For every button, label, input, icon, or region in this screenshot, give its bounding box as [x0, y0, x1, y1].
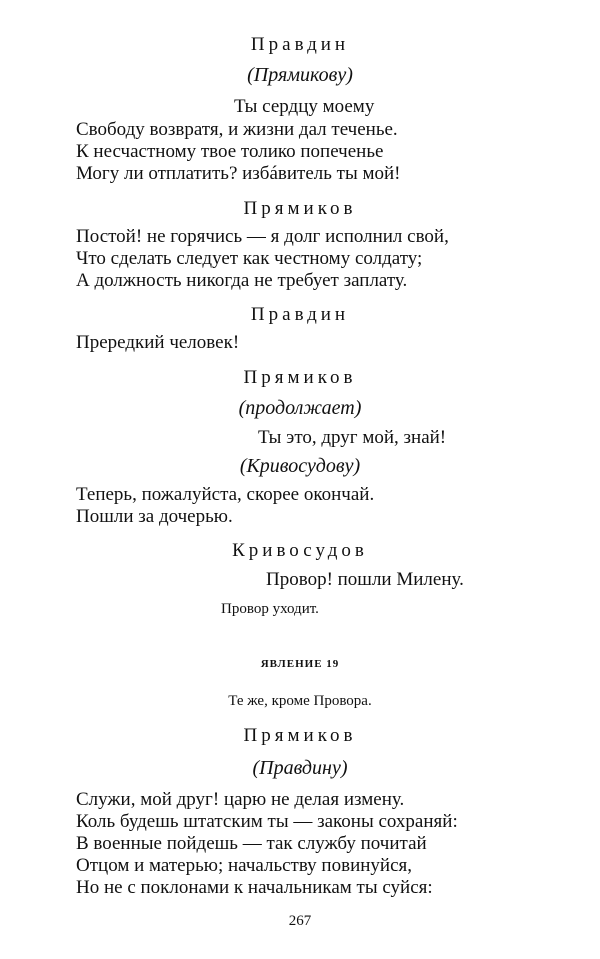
stage-direction: Провор уходит.	[221, 601, 319, 617]
verse-line: Ты сердцу моему	[234, 96, 375, 117]
verse-line: Отцом и матерью; начальству повинуйся,	[76, 855, 412, 876]
page-number: 267	[288, 913, 312, 929]
stage-direction: Те же, кроме Провора.	[228, 693, 372, 709]
speaker-name: Прямиков	[243, 198, 357, 219]
speaker-name: Правдин	[250, 304, 350, 325]
speaker-name: Прямиков	[243, 367, 357, 388]
stage-direction: (Прямикову)	[247, 64, 353, 86]
verse-line: Теперь, пожалуйста, скорее окончай.	[76, 484, 375, 505]
stage-direction: (Правдину)	[252, 757, 348, 779]
stage-direction: (Кривосудову)	[239, 455, 361, 477]
verse-line: Свободу возвратя, и жизни дал теченье.	[76, 119, 398, 140]
verse-line: К несчастному твое толико попеченье	[76, 141, 384, 162]
speaker-name: Кривосудов	[232, 540, 368, 561]
speaker-name: Прямиков	[243, 725, 357, 746]
verse-line: Ты это, друг мой, знай!	[258, 427, 447, 448]
verse-line: Но не с поклонами к начальникам ты суйся:	[76, 877, 433, 898]
verse-line: А должность никогда не требует заплату.	[76, 270, 408, 291]
speaker-name: Правдин	[250, 34, 350, 55]
verse-line: Служи, мой друг! царю не делая измену.	[76, 789, 405, 810]
scene-title: ЯВЛЕНИЕ 19	[260, 658, 340, 670]
verse-line: Коль будешь штатским ты — законы сохраняй:	[76, 811, 458, 832]
verse-line: Провор! пошли Милену.	[266, 569, 464, 590]
stage-direction: (продолжает)	[238, 397, 362, 419]
verse-line: В военные пойдешь — так службу почитай	[76, 833, 427, 854]
verse-line: Прередкий человек!	[76, 332, 240, 353]
verse-line: Пошли за дочерью.	[76, 506, 233, 527]
verse-line: Что сделать следует как честному солдату;	[76, 248, 423, 269]
verse-line: Могу ли отплатить? избáвитель ты мой!	[76, 163, 401, 184]
verse-line: Постой! не горячись — я долг исполнил свой,	[76, 226, 449, 247]
